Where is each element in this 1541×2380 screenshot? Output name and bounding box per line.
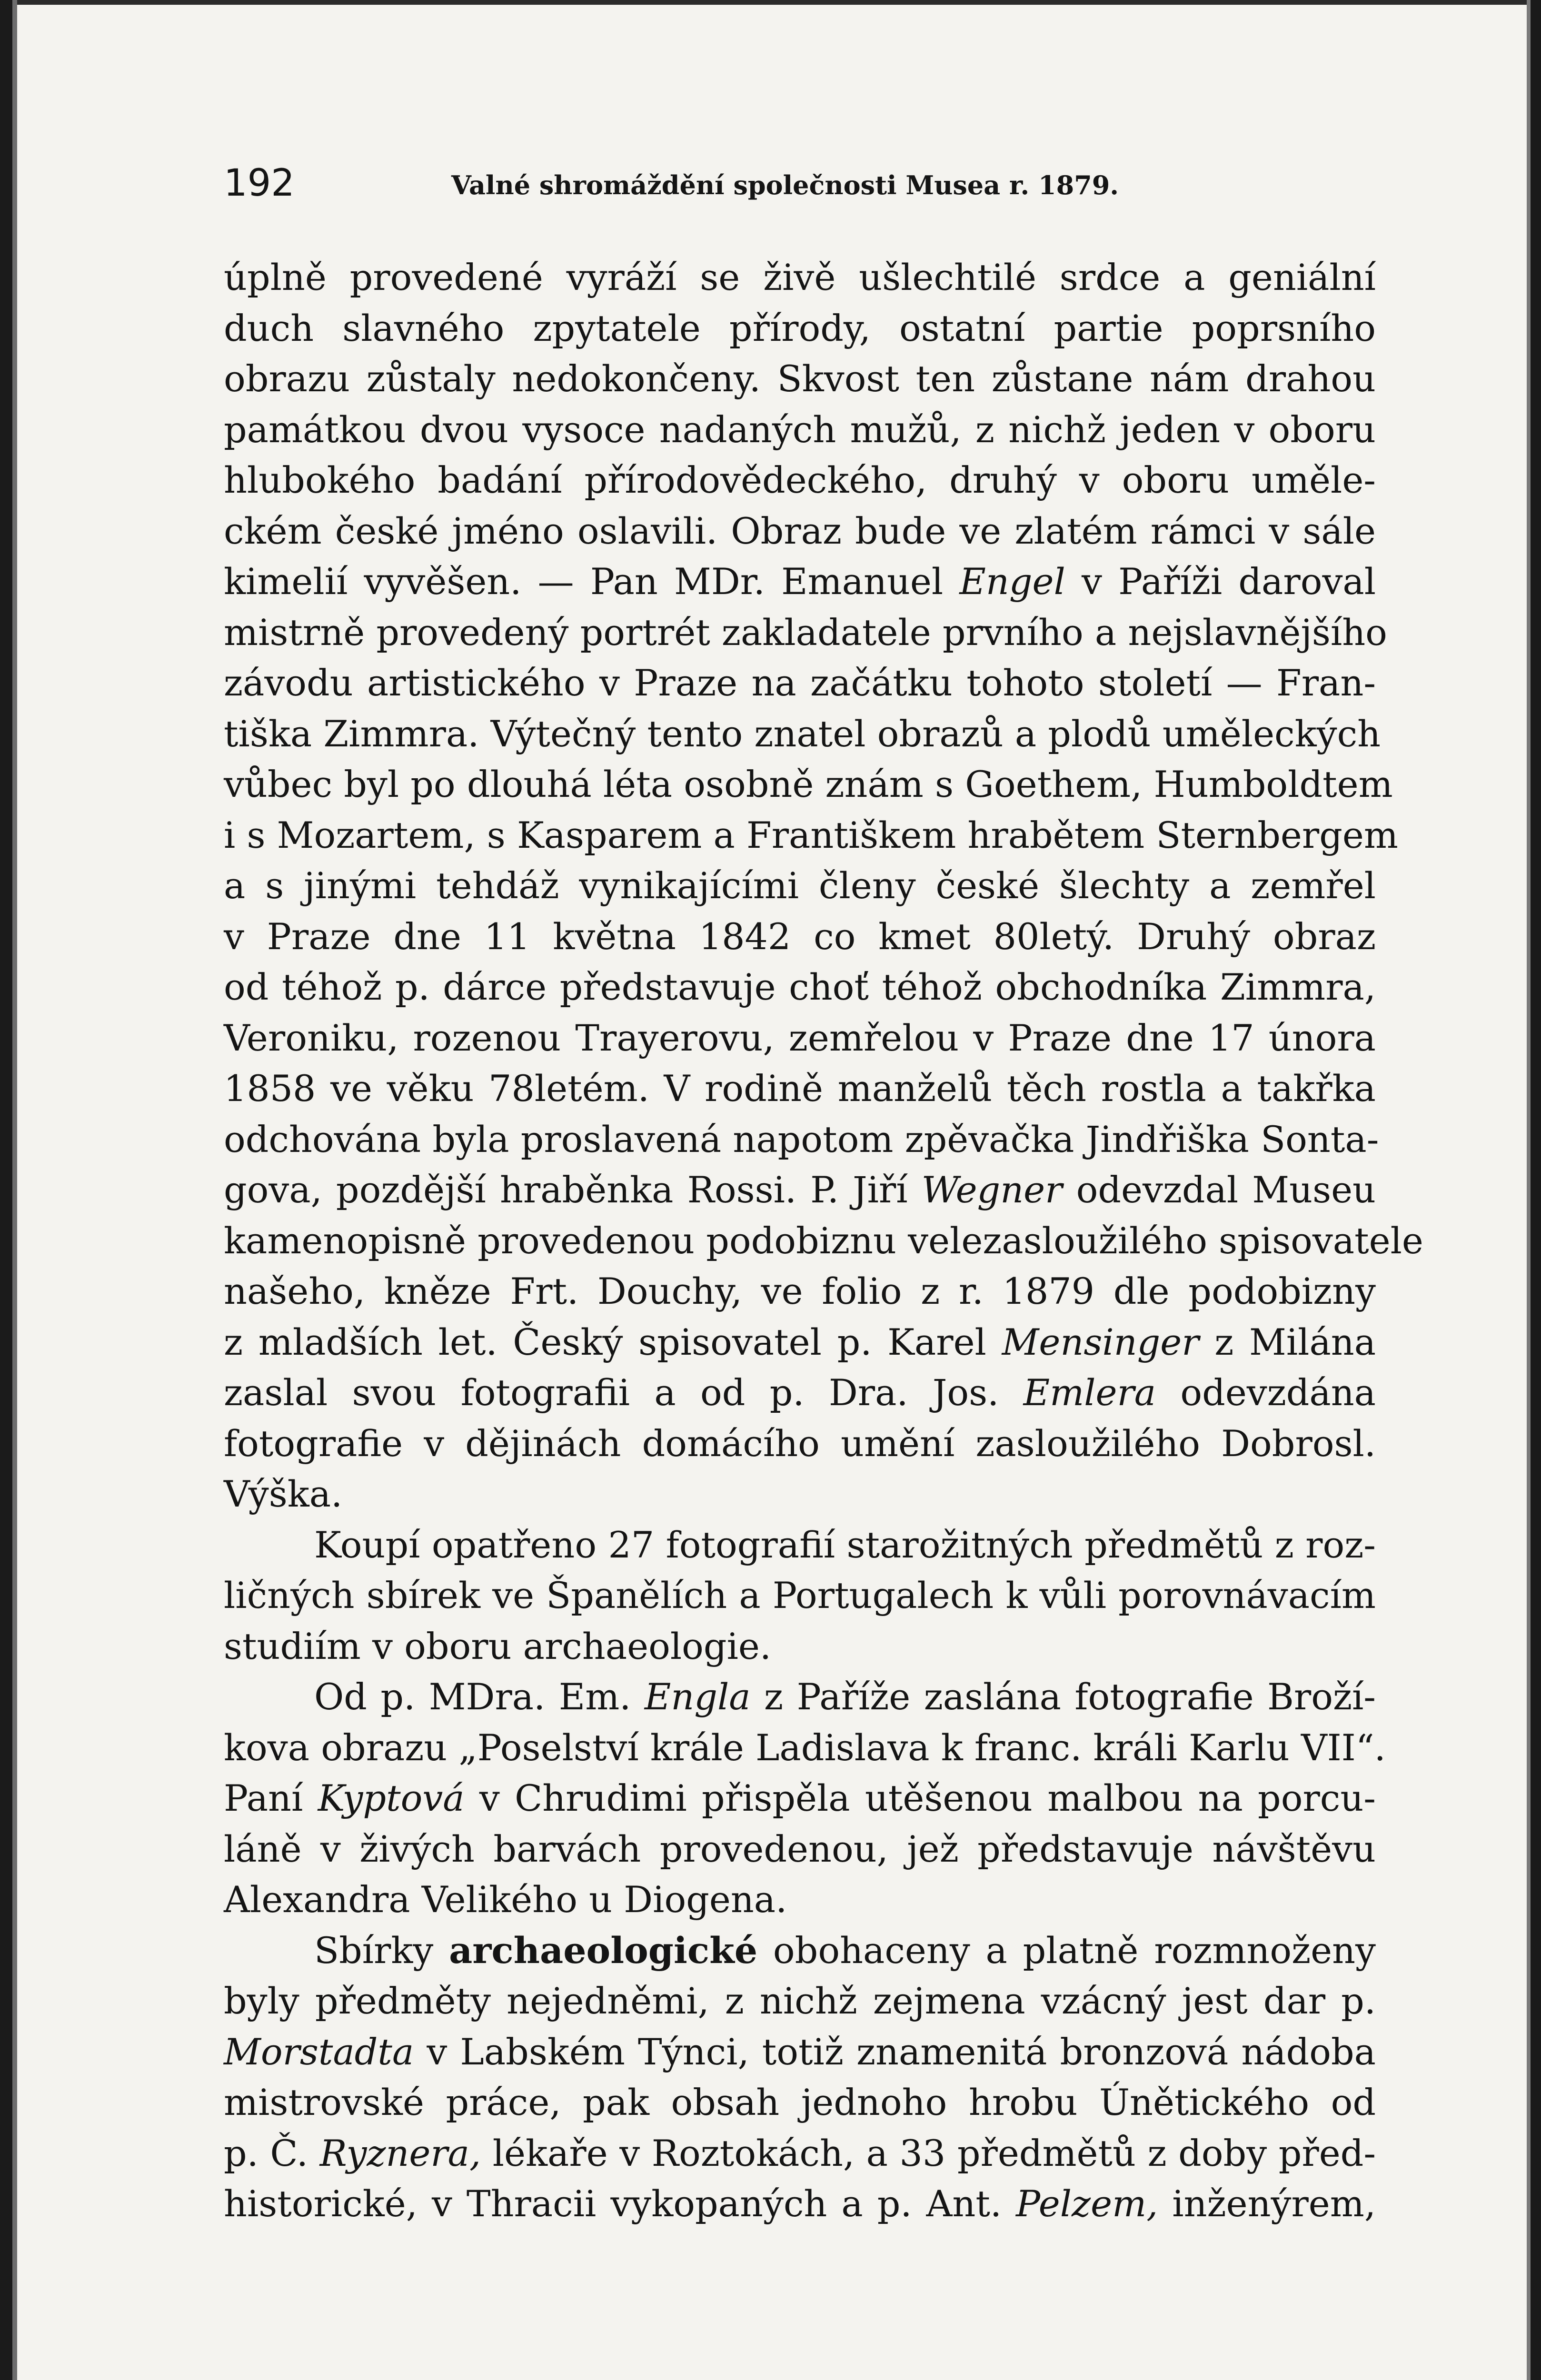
scan-edge-left: [0, 0, 12, 2380]
name-mensinger: Mensinger: [1002, 1320, 1199, 1363]
text-line: kova obrazu „Poselství krále Ladislava k franc. králi Karlu VII“.: [224, 1726, 1386, 1769]
text-line: historické, v Thracii vykopaných a p. Ant. Pelzem, inženýrem,: [224, 2182, 1376, 2225]
running-title: Valné shromáždění společnosti Musea r. 1879.: [451, 170, 1119, 200]
paragraph-start: Koupí opatřeno 27 fotografií starožitných předmětů z roz-: [314, 1523, 1376, 1566]
name-kyptova: Kyptová: [318, 1777, 465, 1819]
paragraph-start: Od p. MDra. Em. Engla z Paříže zaslána fotografie Broží-: [314, 1676, 1376, 1718]
section-keyword: archaeologické: [449, 1929, 758, 1972]
text-line: vůbec byl po dlouhá léta osobně znám s Goethem, Humboldtem: [224, 763, 1393, 805]
text-line: duch slavného zpytatele přírody, ostatní partie poprsního: [224, 307, 1376, 349]
text-line: kimelií vyvěšen. — Pan MDr. Emanuel Engel v Paříži daroval: [224, 560, 1376, 603]
text-line: mistrovské práce, pak obsah jednoho hrobu Únětického od: [224, 2081, 1376, 2123]
text-line: a s jinými tehdáž vynikajícími členy české šlechty a zemřel: [224, 864, 1376, 907]
text-line: ckém české jméno oslavili. Obraz bude ve zlatém rámci v sále: [224, 509, 1376, 552]
text-line: mistrně provedený portrét zakladatele prvního a nejslavnějšího: [224, 611, 1387, 654]
scan-edge-right-shadow: [1527, 0, 1531, 2380]
text-line: Morstadta v Labském Týnci, totiž znamenitá bronzová nádoba: [224, 2030, 1376, 2073]
scan-edge-top: [0, 0, 1541, 5]
name-wegner: Wegner: [921, 1169, 1063, 1211]
name-engel: Engel: [959, 560, 1065, 603]
scan-edge-left-shadow: [12, 0, 17, 2380]
page-number: 192: [224, 162, 295, 205]
text-line: našeho, kněze Frt. Douchy, ve folio z r. 1879 dle podobizny: [224, 1270, 1376, 1312]
text-line: gova, pozdější hraběnka Rossi. P. Jiří Wegner odevzdal Museu: [224, 1169, 1376, 1211]
body-text: [224, 252, 1423, 2230]
text-line: odchována byla proslavená napotom zpěvačka Jindřiška Sonta-: [224, 1118, 1379, 1160]
text-line: byly předměty nejedněmi, z nichž zejmena vzácný jest dar p.: [224, 1980, 1376, 2022]
text-line: studiím v oboru archaeologie.: [224, 1625, 772, 1667]
text-line: památkou dvou vysoce nadaných mužů, z nichž jeden v oboru: [224, 408, 1376, 451]
text-line: p. Č. Ryznera, lékaře v Roztokách, a 33 předmětů z doby před-: [224, 2132, 1376, 2174]
text-line: i s Mozartem, s Kasparem a Františkem hrabětem Sternbergem: [224, 813, 1398, 856]
text-line: závodu artistického v Praze na začátku tohoto století — Fran-: [224, 662, 1376, 704]
name-engla: Engla: [644, 1676, 751, 1718]
text-line: Paní Kyptová v Chrudimi přispěla utěšenou malbou na porcu-: [224, 1777, 1376, 1819]
text-line: v Praze dne 11 května 1842 co kmet 80letý. Druhý obraz: [224, 915, 1376, 958]
text-line: tiška Zimmra. Výtečný tento znatel obrazů a plodů uměleckých: [224, 712, 1381, 755]
page-header: [224, 157, 1376, 209]
text-line: ličných sbírek ve Španělích a Portugalech k vůli porovnávacím: [224, 1574, 1376, 1616]
name-emlera: Emlera: [1023, 1371, 1156, 1414]
text-line: fotografie v dějinách domácího umění zasloužilého Dobrosl.: [224, 1422, 1376, 1465]
text-line: z mladších let. Český spisovatel p. Karel Mensinger z Milána: [224, 1320, 1376, 1363]
text-line: Veroniku, rozenou Trayerovu, zemřelou v Praze dne 17 února: [224, 1016, 1376, 1059]
text-line: kamenopisně provedenou podobiznu velezasloužilého spisovatele: [224, 1219, 1423, 1262]
text-line: od téhož p. dárce představuje choť téhož obchodníka Zimmra,: [224, 966, 1376, 1008]
text-line: obrazu zůstaly nedokončeny. Skvost ten zůstane nám drahou: [224, 357, 1376, 400]
text-line: Výška.: [224, 1473, 343, 1515]
name-ryznera: Ryznera,: [319, 2132, 481, 2174]
text-line: Alexandra Velikého u Diogena.: [224, 1878, 787, 1921]
text-line: láně v živých barvách provedenou, jež představuje návštěvu: [224, 1827, 1376, 1870]
name-morstadta: Morstadta: [224, 2030, 414, 2073]
scan-edge-right: [1531, 0, 1541, 2380]
text-line: úplně provedené vyráží se živě ušlechtilé srdce a geniální: [224, 256, 1376, 298]
name-pelzem: Pelzem,: [1016, 2182, 1158, 2225]
text-line: hlubokého badání přírodovědeckého, druhý v oboru uměle-: [224, 459, 1376, 501]
text-line: 1858 ve věku 78letém. V rodině manželů těch rostla a takřka: [224, 1067, 1376, 1110]
text-line: zaslal svou fotografii a od p. Dra. Jos. Emlera odevzdána: [224, 1371, 1376, 1414]
paragraph-start: Sbírky archaeologické obohaceny a platně rozmnoženy: [314, 1929, 1376, 1972]
